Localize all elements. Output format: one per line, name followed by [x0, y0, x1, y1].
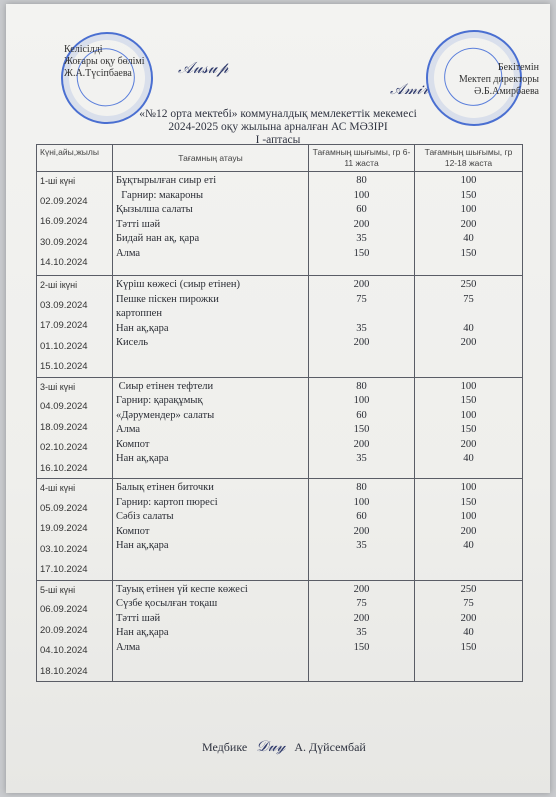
grams-value: 200	[460, 612, 477, 624]
grams-value: 35	[356, 540, 367, 551]
menu-table	[36, 144, 523, 682]
dish-name: Алма	[116, 247, 141, 259]
grams-value: 200	[460, 438, 477, 450]
grams-value: 100	[353, 496, 370, 508]
grams-value: 100	[353, 395, 370, 406]
grams-value: 80	[356, 380, 367, 392]
day-cell	[37, 580, 113, 682]
grams-6-11-cell	[309, 276, 415, 378]
grams-value: 150	[353, 424, 370, 435]
day-label: 5-ші күні	[40, 584, 76, 595]
grams-value: 40	[463, 233, 474, 244]
grams-value: 150	[460, 395, 477, 406]
left-signature: 𝒜𝓊𝓈𝓊𝓅	[178, 58, 229, 77]
day-date: 02.10.2024	[40, 442, 88, 453]
grams-6-11-cell	[309, 580, 415, 682]
day-date: 16.09.2024	[40, 216, 88, 227]
approval-right-line: Ә.Б.Амирбаева	[474, 86, 539, 97]
approval-right-line: Бекітемін	[497, 62, 539, 73]
dish-name: картоппен	[116, 308, 162, 319]
grams-value: 100	[460, 482, 477, 493]
grams-value: 200	[460, 525, 477, 537]
dish-cell	[113, 276, 309, 378]
day-cell	[37, 377, 113, 479]
dish-name: Нан ақ,қара	[116, 540, 169, 551]
grams-value: 250	[460, 279, 477, 290]
day-date: 01.10.2024	[40, 340, 88, 352]
approval-right-line: Мектеп директоры	[458, 74, 539, 85]
grams-value: 60	[356, 204, 367, 215]
day-label: 1-ші күні	[40, 176, 76, 186]
day-date: 17.09.2024	[40, 320, 88, 331]
table-header-row	[37, 145, 523, 172]
grams-12-18-cell	[415, 276, 523, 378]
grams-value: 150	[353, 247, 370, 259]
grams-value: 200	[353, 438, 370, 450]
day-date: 18.10.2024	[40, 665, 88, 677]
day-date: 04.09.2024	[40, 401, 88, 412]
grams-value: 200	[353, 583, 370, 595]
dish-name: Гарнир: қарақұмық	[116, 395, 203, 406]
grams-value: 200	[353, 218, 370, 230]
grams-value: 200	[353, 525, 370, 537]
day-cell	[37, 276, 113, 378]
grams-value: 75	[356, 598, 367, 609]
grams-value: 40	[463, 453, 474, 464]
grams-value: 40	[463, 540, 474, 551]
menu-title	[6, 108, 550, 147]
approval-left-line: Жоғары оқу бөлімі	[64, 56, 145, 67]
day-date: 04.10.2024	[40, 645, 88, 656]
grams-value: 200	[353, 337, 370, 348]
column-header-grams-6-11: Тағамның шығымы, гр 6-11 жаста	[309, 145, 415, 172]
grams-value: 100	[460, 409, 477, 421]
dish-name: Нан ақ,қара	[116, 322, 169, 334]
grams-value: 35	[356, 233, 367, 244]
day-label: 4-ші күні	[40, 483, 76, 493]
dish-name: Гарнир: макароны	[116, 189, 204, 201]
grams-value: 35	[356, 453, 367, 464]
title-line: I -аптасы	[255, 134, 301, 146]
dish-name: Тәтті шәй	[116, 612, 161, 624]
grams-value: 150	[353, 641, 370, 653]
table-row	[37, 276, 523, 378]
grams-value: 100	[460, 380, 477, 392]
grams-6-11-cell	[309, 172, 415, 276]
grams-value: 100	[460, 175, 477, 186]
table-row	[37, 479, 523, 581]
day-date: 03.10.2024	[40, 543, 88, 555]
title-line: «№12 орта мектебі» коммуналдық мемлекеттік мекемесі	[139, 108, 417, 120]
day-date: 19.09.2024	[40, 523, 88, 534]
grams-value: 150	[460, 496, 477, 508]
day-date: 06.09.2024	[40, 604, 88, 615]
day-date: 16.10.2024	[40, 462, 88, 474]
dish-name: Балық етінен биточки	[116, 482, 214, 493]
grams-value: 250	[460, 583, 477, 595]
dish-name: Тауық етінен үй кеспе көжесі	[116, 583, 248, 595]
grams-value: 100	[460, 511, 477, 522]
grams-12-18-cell	[415, 479, 523, 581]
grams-value: 200	[353, 279, 370, 290]
day-date: 20.09.2024	[40, 624, 88, 636]
dish-cell	[113, 172, 309, 276]
dish-name: Пешке піскен пирожки	[116, 293, 219, 305]
dish-name: Кисель	[116, 337, 149, 348]
grams-value: 75	[463, 293, 474, 305]
grams-value: 80	[356, 175, 367, 186]
table-row	[37, 580, 523, 682]
dish-name: Алма	[116, 641, 141, 653]
day-date: 03.09.2024	[40, 299, 88, 311]
dish-name: Гарнир: картоп пюресі	[116, 496, 218, 508]
dish-name: Күріш көжесі (сиыр етінен)	[116, 279, 240, 290]
grams-value: 200	[460, 337, 477, 348]
grams-value: 40	[463, 322, 474, 334]
day-label: 3-ші күні	[40, 381, 76, 392]
grams-6-11-cell	[309, 377, 415, 479]
grams-value: 150	[460, 424, 477, 435]
approval-right	[429, 62, 539, 98]
approval-left-line: Келісілді	[64, 44, 103, 55]
dish-name: Бұқтырылған сиыр еті	[116, 175, 217, 186]
grams-value: 200	[460, 218, 477, 230]
grams-12-18-cell	[415, 172, 523, 276]
day-date: 18.09.2024	[40, 421, 88, 433]
column-header-dish: Тағамның атауы	[113, 145, 309, 172]
column-header-date: Күні,айы,жылы	[37, 145, 113, 172]
grams-value: 150	[460, 189, 477, 201]
grams-value: 150	[460, 641, 477, 653]
day-date: 17.10.2024	[40, 564, 88, 575]
dish-name: Компот	[116, 438, 150, 450]
dish-name: Алма	[116, 424, 141, 435]
dish-name: Компот	[116, 525, 150, 537]
grams-value: 35	[356, 627, 367, 638]
grams-value: 75	[463, 598, 474, 609]
table-row	[37, 377, 523, 479]
grams-value: 75	[356, 293, 367, 305]
dish-name: Сүзбе қосылған тоқаш	[116, 598, 218, 609]
document-page	[6, 4, 550, 793]
day-cell	[37, 172, 113, 276]
table-row	[37, 172, 523, 276]
dish-name: Сиыр етінен тефтели	[116, 380, 214, 392]
grams-value: 80	[356, 482, 367, 493]
dish-name: Тәтті шәй	[116, 218, 161, 230]
grams-value: 35	[356, 322, 367, 334]
dish-name: «Дәрумендер» салаты	[116, 409, 215, 421]
day-date: 30.09.2024	[40, 236, 88, 248]
grams-12-18-cell	[415, 580, 523, 682]
day-date: 02.09.2024	[40, 195, 88, 207]
approval-left-line: Ж.А.Түсіпбаева	[64, 68, 132, 79]
footer-signature	[202, 737, 366, 755]
grams-value: 40	[463, 627, 474, 638]
dish-name: Сәбіз салаты	[116, 511, 174, 522]
day-date: 15.10.2024	[40, 361, 88, 372]
grams-value: 150	[460, 247, 477, 259]
grams-6-11-cell	[309, 479, 415, 581]
dish-name: Қызылша салаты	[116, 204, 193, 215]
column-header-grams-12-18: Тағамның шығымы, гр 12-18 жаста	[415, 145, 523, 172]
grams-value: 100	[460, 204, 477, 215]
dish-name: Нан ақ,қара	[116, 627, 169, 638]
dish-cell	[113, 479, 309, 581]
grams-value	[312, 307, 411, 322]
nurse-signature: 𝒟𝓊𝓎	[256, 737, 286, 755]
approval-left	[64, 44, 145, 80]
grams-value: 100	[353, 189, 370, 201]
grams-value: 200	[353, 612, 370, 624]
grams-value: 60	[356, 511, 367, 522]
dish-cell	[113, 580, 309, 682]
dish-name: Бидай нан ақ, қара	[116, 233, 200, 244]
dish-cell	[113, 377, 309, 479]
dish-name: Нан ақ,қара	[116, 453, 169, 464]
day-label: 2-ші ікүні	[40, 280, 78, 290]
day-date: 05.09.2024	[40, 502, 88, 514]
title-line: 2024-2025 оқу жылына арналған АС МӘЗІРІ	[168, 121, 388, 133]
nurse-name: А. Дүйсембай	[294, 740, 366, 754]
nurse-label: Медбике	[202, 740, 248, 754]
grams-value: 60	[356, 409, 367, 421]
day-cell	[37, 479, 113, 581]
right-signature: 𝒜𝓂𝒾𝓇	[390, 80, 429, 98]
grams-value	[418, 307, 519, 322]
day-date: 14.10.2024	[40, 257, 88, 268]
grams-12-18-cell	[415, 377, 523, 479]
